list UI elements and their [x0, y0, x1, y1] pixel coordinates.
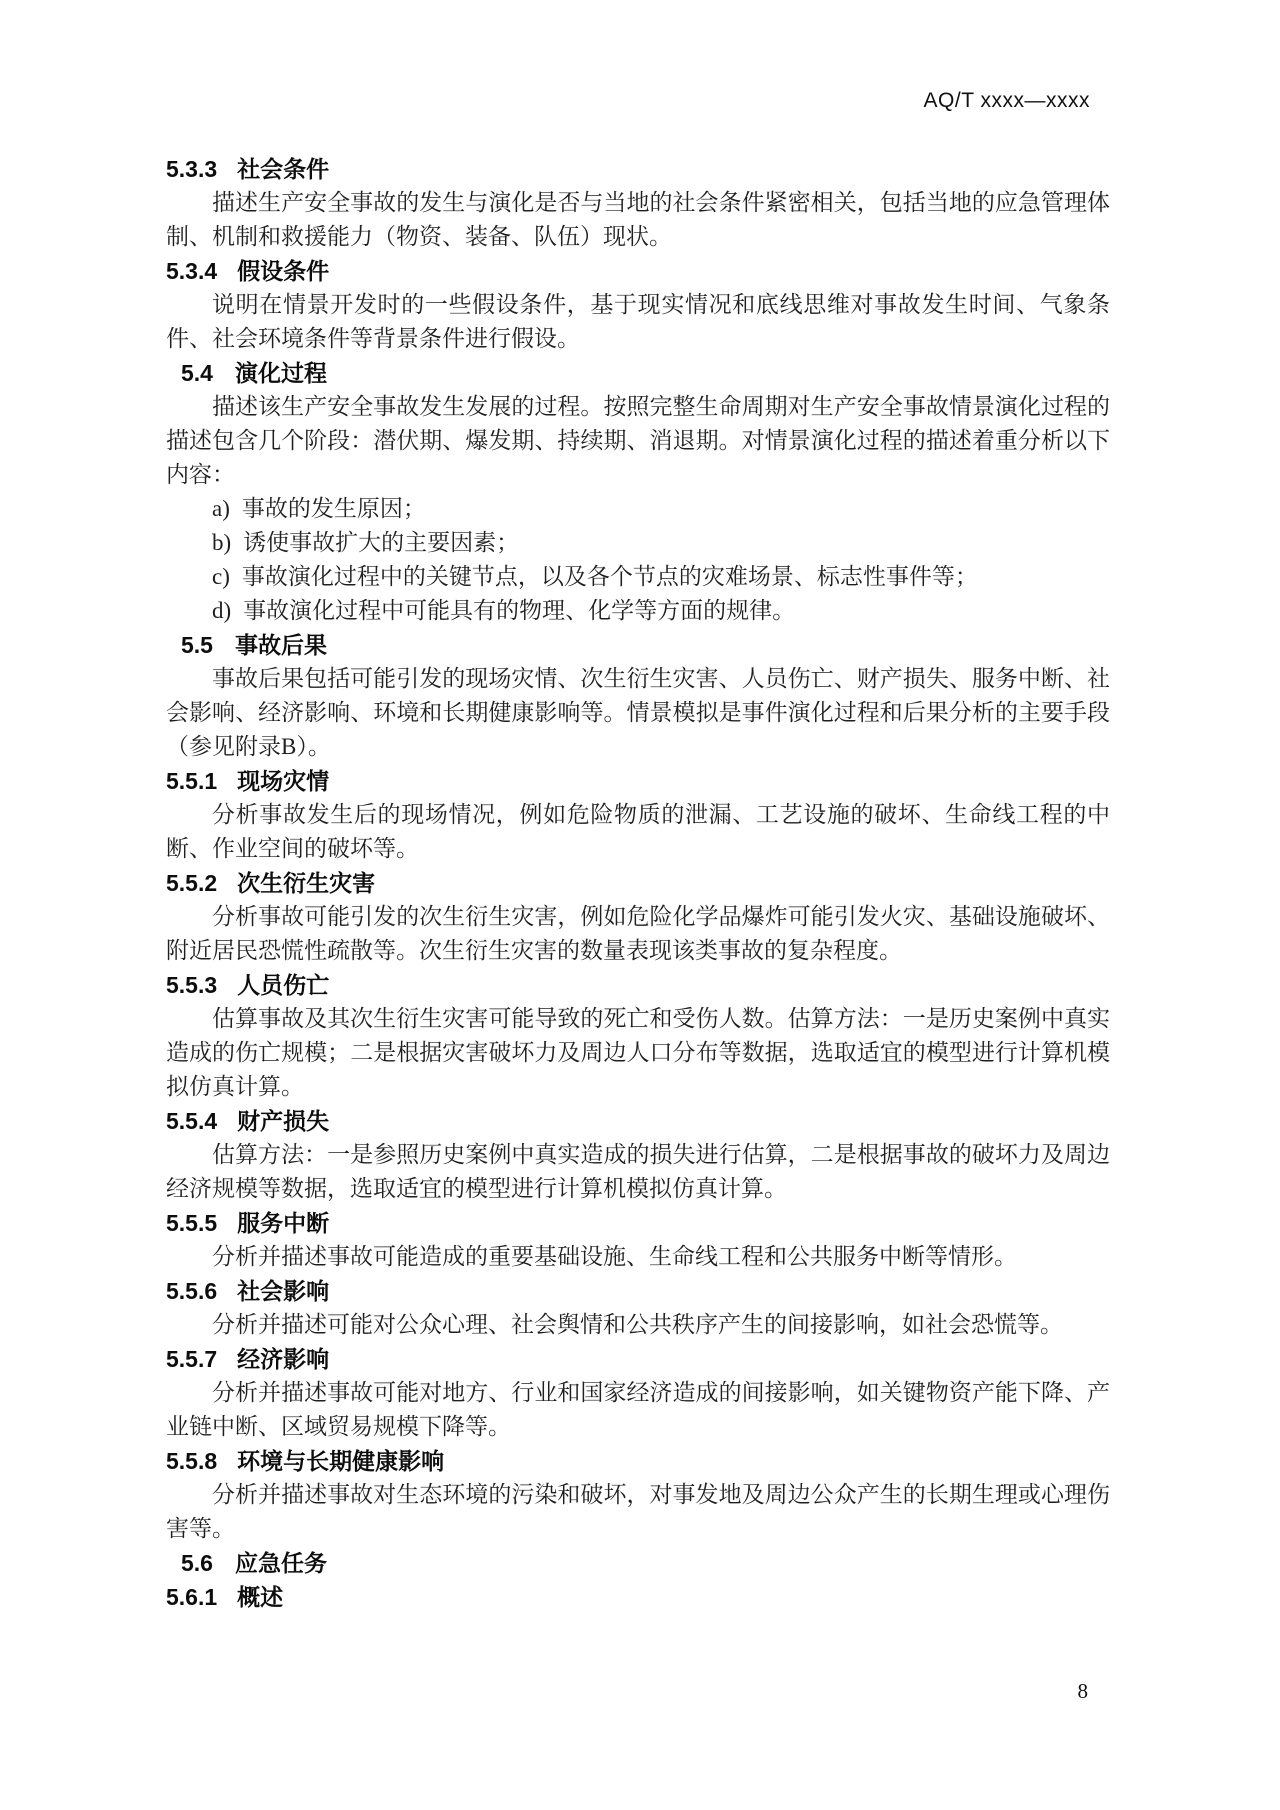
list-text: 事故演化过程中的关键节点，以及各个节点的灾难场景、标志性事件等； [241, 564, 978, 589]
section-heading-5-6 [166, 1546, 1110, 1580]
list-item-c [166, 560, 1110, 594]
section-heading-5-5-7 [166, 1342, 1110, 1376]
paragraph: 分析并描述可能对公众心理、社会舆情和公共秩序产生的间接影响，如社会恐慌等。 [212, 1312, 1063, 1337]
section-number: 5.5.7 [166, 1346, 218, 1372]
list-marker: a) [212, 496, 230, 521]
section-heading-5-5-8 [166, 1444, 1110, 1478]
section-title: 经济影响 [237, 1346, 330, 1372]
paragraph: 分析事故发生后的现场情况，例如危险物质的泄漏、工艺设施的破坏、生命线工程的中断、作业空间的破坏等。 [166, 802, 1110, 861]
list-text: 诱使事故扩大的主要因素； [243, 530, 520, 555]
section-number: 5.5.8 [166, 1448, 218, 1474]
section-number: 5.5.4 [166, 1108, 218, 1134]
section-number: 5.4 [181, 360, 213, 386]
section-title: 财产损失 [237, 1108, 330, 1134]
list-marker: d) [212, 598, 232, 623]
list-text: 事故演化过程中可能具有的物理、化学等方面的规律。 [243, 598, 796, 623]
section-title: 服务中断 [237, 1210, 330, 1236]
document-body [166, 152, 1110, 1614]
section-number: 5.5.2 [166, 870, 218, 896]
section-title: 应急任务 [234, 1550, 327, 1576]
section-title: 环境与长期健康影响 [237, 1448, 445, 1474]
section-number: 5.5.3 [166, 972, 218, 998]
list-item-d [166, 594, 1110, 628]
paragraph: 估算方法：一是参照历史案例中真实造成的损失进行估算，二是根据事故的破坏力及周边经济规模等数据，选取适宜的模型进行计算机模拟仿真计算。 [166, 1142, 1110, 1201]
section-heading-5-5 [166, 628, 1110, 662]
paragraph: 事故后果包括可能引发的现场灾情、次生衍生灾害、人员伤亡、财产损失、服务中断、社会影响、经济影响、环境和长期健康影响等。情景模拟是事件演化过程和后果分析的主要手段（参见附录B）。 [166, 666, 1110, 759]
paragraph: 分析事故可能引发的次生衍生灾害，例如危险化学品爆炸可能引发火灾、基础设施破坏、附近居民恐慌性疏散等。次生衍生灾害的数量表现该类事故的复杂程度。 [166, 904, 1110, 963]
paragraph: 分析并描述事故对生态环境的污染和破坏，对事发地及周边公众产生的长期生理或心理伤害等。 [166, 1482, 1110, 1541]
section-heading-5-5-6 [166, 1274, 1110, 1308]
section-title: 现场灾情 [237, 768, 330, 794]
section-heading-5-5-2 [166, 866, 1110, 900]
paragraph: 说明在情景开发时的一些假设条件，基于现实情况和底线思维对事故发生时间、气象条件、社会环境条件等背景条件进行假设。 [166, 292, 1110, 351]
section-title: 社会条件 [237, 156, 330, 182]
paragraph: 分析并描述事故可能造成的重要基础设施、生命线工程和公共服务中断等情形。 [212, 1244, 1017, 1269]
section-heading-5-3-4 [166, 254, 1110, 288]
section-number: 5.6 [181, 1550, 213, 1576]
list-marker: b) [212, 530, 232, 555]
paragraph: 分析并描述事故可能对地方、行业和国家经济造成的间接影响，如关键物资产能下降、产业链中断、区域贸易规模下降等。 [166, 1380, 1110, 1439]
section-number: 5.5.1 [166, 768, 218, 794]
document-header-code: AQ/T xxxx—xxxx [923, 89, 1090, 112]
section-title: 演化过程 [234, 360, 327, 386]
section-heading-5-3-3 [166, 152, 1110, 186]
section-title: 假设条件 [237, 258, 330, 284]
paragraph: 描述该生产安全事故发生发展的过程。按照完整生命周期对生产安全事故情景演化过程的描述包含几个阶段：潜伏期、爆发期、持续期、消退期。对情景演化过程的描述着重分析以下内容： [166, 394, 1110, 487]
paragraph: 描述生产安全事故的发生与演化是否与当地的社会条件紧密相关，包括当地的应急管理体制、机制和救援能力（物资、装备、队伍）现状。 [166, 190, 1110, 249]
section-title: 人员伤亡 [237, 972, 330, 998]
list-item-a [166, 492, 1110, 526]
section-number: 5.6.1 [166, 1584, 218, 1610]
section-number: 5.3.4 [166, 258, 218, 284]
section-title: 次生衍生灾害 [237, 870, 376, 896]
section-title: 事故后果 [234, 632, 327, 658]
section-number: 5.5.5 [166, 1210, 218, 1236]
section-number: 5.5.6 [166, 1278, 218, 1304]
section-heading-5-6-1 [166, 1580, 1110, 1614]
section-number: 5.3.3 [166, 156, 218, 182]
section-heading-5-4 [166, 356, 1110, 390]
paragraph: 估算事故及其次生衍生灾害可能导致的死亡和受伤人数。估算方法：一是历史案例中真实造成的伤亡规模；二是根据灾害破坏力及周边人口分布等数据，选取适宜的模型进行计算机模拟仿真计算。 [166, 1006, 1110, 1099]
list-text: 事故的发生原因； [241, 496, 426, 521]
list-item-b [166, 526, 1110, 560]
section-heading-5-5-5 [166, 1206, 1110, 1240]
section-number: 5.5 [181, 632, 213, 658]
section-heading-5-5-4 [166, 1104, 1110, 1138]
page-number: 8 [1077, 1679, 1088, 1703]
section-heading-5-5-1 [166, 764, 1110, 798]
section-title: 概述 [237, 1584, 284, 1610]
section-title: 社会影响 [237, 1278, 330, 1304]
section-heading-5-5-3 [166, 968, 1110, 1002]
list-marker: c) [212, 564, 230, 589]
